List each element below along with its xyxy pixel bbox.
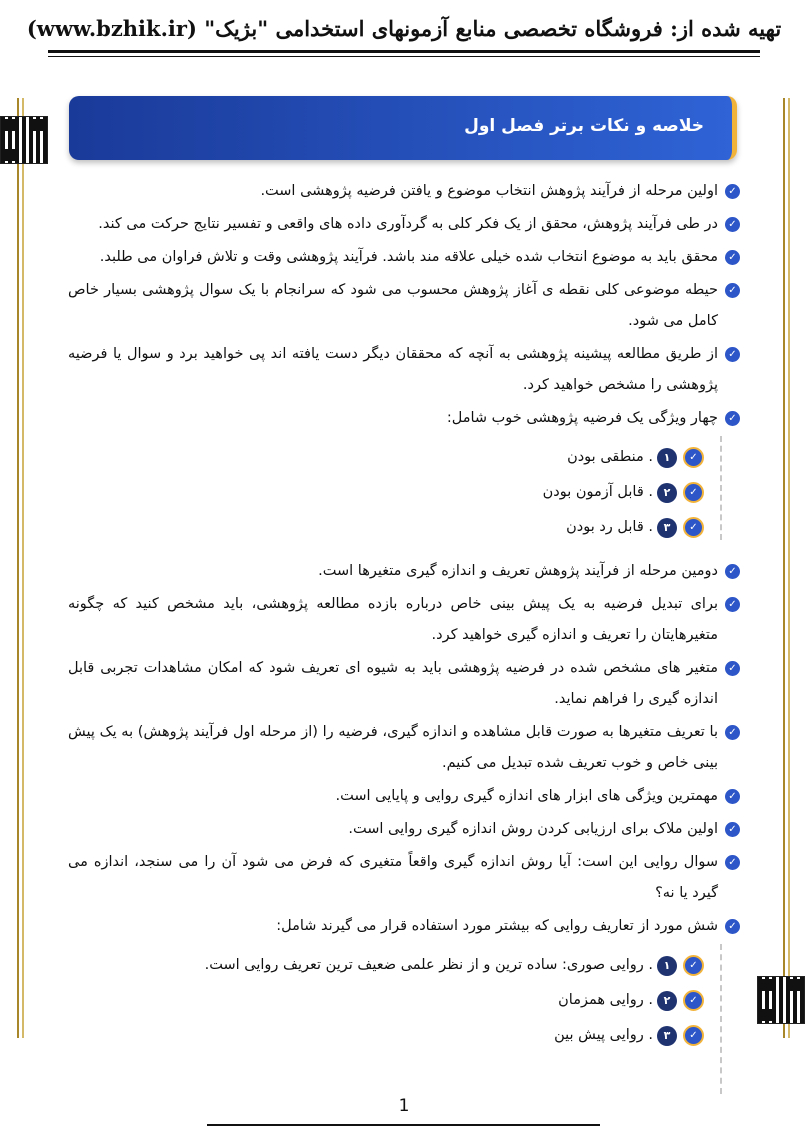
- sublist-item: [68, 948, 704, 983]
- list-item-text: چهار ویژگی یک فرضیه پژوهشی خوب شامل:: [446, 410, 718, 426]
- list-item: [68, 653, 740, 715]
- list-item-text: با تعریف متغیرها به صورت قابل مشاهده و اندازه گیری، فرضیه را (از مرحله اول فرآیند پژوهش) به یک پیش بینی خاص و خوب تعریف شده تبدیل می کنیم.: [68, 724, 718, 771]
- number-badge: ۳: [657, 518, 677, 538]
- check-icon: ✓: [725, 822, 740, 837]
- list-item-text: دومین مرحله از فرآیند پژوهش تعریف و اندازه گیری متغیرها است.: [318, 563, 718, 579]
- check-icon: ✓: [725, 725, 740, 740]
- check-icon: ✓: [683, 1025, 704, 1046]
- list-item-text: اولین ملاک برای ارزیابی کردن روش اندازه گیری روایی است.: [348, 821, 718, 837]
- sublist-item: [68, 475, 704, 510]
- sublist-item-text: . روایی همزمان: [558, 992, 653, 1008]
- check-icon: ✓: [725, 789, 740, 804]
- sublist-item-text: . قابل رد بودن: [566, 519, 653, 535]
- section-banner: [69, 96, 737, 160]
- sublist-item-text: . روایی پیش بین: [554, 1027, 653, 1043]
- check-icon: ✓: [683, 517, 704, 538]
- right-border-line-inner: [788, 98, 790, 1038]
- sublist-hypothesis-features: [68, 436, 704, 556]
- list-item: [68, 589, 740, 651]
- summary-content: [68, 176, 740, 1064]
- list-item: [68, 556, 740, 587]
- page-number: 1: [398, 1096, 410, 1116]
- list-item: [68, 717, 740, 779]
- check-icon: ✓: [683, 482, 704, 503]
- header-rule: [48, 50, 760, 53]
- list-item-text: از طریق مطالعه پیشینه پژوهشی به آنچه که محققان دیگر دست یافته اند پی خواهید برد و سوال یا فرضیه پژوهشی را مشخص خواهید کرد.: [68, 346, 718, 393]
- list-item: [68, 911, 740, 942]
- sublist-rail: [720, 944, 722, 1094]
- list-item: [68, 403, 740, 434]
- list-item-text: مهمترین ویژگی های ابزار های اندازه گیری روایی و پایایی است.: [335, 788, 718, 804]
- page-header-title: تهیه شده از: فروشگاه تخصصی منابع آزمونهای استخدامی "بژیک" (www.bzhik.ir): [26, 16, 782, 41]
- check-icon: ✓: [725, 184, 740, 199]
- number-badge: ۱: [657, 448, 677, 468]
- right-border-line: [783, 98, 785, 1038]
- check-icon: ✓: [683, 447, 704, 468]
- sublist-item: [68, 1018, 704, 1053]
- list-item-text: حیطه موضوعی کلی نقطه ی آغاز پژوهش محسوب می شود که سرانجام با یک سوال پژوهشی بسیار خاص کامل می شود.: [68, 282, 718, 329]
- list-item: [68, 275, 740, 337]
- check-icon: ✓: [725, 661, 740, 676]
- banner-title: خلاصه و نکات برتر فصل اول: [464, 116, 704, 136]
- check-icon: ✓: [725, 217, 740, 232]
- sublist-item-text: . منطقی بودن: [567, 449, 653, 465]
- number-badge: ۳: [657, 1026, 677, 1046]
- left-border-line: [17, 98, 19, 1038]
- check-icon: ✓: [683, 955, 704, 976]
- check-icon: ✓: [725, 347, 740, 362]
- check-icon: ✓: [725, 597, 740, 612]
- list-item-text: اولین مرحله از فرآیند پژوهش انتخاب موضوع و یافتن فرضیه پژوهشی است.: [260, 183, 718, 199]
- list-item: [68, 339, 740, 401]
- sublist-item: [68, 510, 704, 545]
- number-badge: ۱: [657, 956, 677, 976]
- qr-code-right[interactable]: [757, 976, 805, 1024]
- list-item-text: در طی فرآیند پژوهش، محقق از یک فکر کلی به گردآوری داده های واقعی و تفسیر نتایج حرکت می کند.: [98, 216, 718, 232]
- sublist-validity-types: [68, 944, 704, 1064]
- list-item: [68, 781, 740, 812]
- sublist-rail: [720, 436, 722, 540]
- sublist-item-text: . قابل آزمون بودن: [542, 484, 653, 500]
- header-rule-thin: [48, 56, 760, 57]
- number-badge: ۲: [657, 483, 677, 503]
- check-icon: ✓: [725, 250, 740, 265]
- list-item: [68, 814, 740, 845]
- list-item-text: شش مورد از تعاریف روایی که بیشتر مورد استفاده قرار می گیرند شامل:: [276, 918, 718, 934]
- sublist-item-text: . روایی صوری: ساده ترین و از نظر علمی ضعیف ترین تعریف روایی است.: [204, 957, 653, 973]
- sublist-item: [68, 983, 704, 1018]
- list-item: [68, 847, 740, 909]
- check-icon: ✓: [725, 919, 740, 934]
- check-icon: ✓: [683, 990, 704, 1011]
- list-item-text: محقق باید به موضوع انتخاب شده خیلی علاقه مند باشد. فرآیند پژوهشی وقت و تلاش فراوان می طلبد.: [99, 249, 718, 265]
- left-border-line-inner: [22, 98, 24, 1038]
- list-item-text: متغیر های مشخص شده در فرضیه پژوهشی باید به شیوه ای تعریف شود که امکان مشاهدات تجربی قابل اندازه گیری را فراهم نماید.: [68, 660, 718, 707]
- list-item: [68, 242, 740, 273]
- check-icon: ✓: [725, 564, 740, 579]
- sublist-item: [68, 440, 704, 475]
- check-icon: ✓: [725, 855, 740, 870]
- list-item: [68, 176, 740, 207]
- list-item: [68, 209, 740, 240]
- check-icon: ✓: [725, 283, 740, 298]
- check-icon: ✓: [725, 411, 740, 426]
- list-item-text: سوال روایی این است: آیا روش اندازه گیری واقعاً متغیری که فرض می شود آن را می سنجد، اندازه می گیرد یا نه؟: [68, 854, 718, 901]
- footer-rule: [207, 1124, 600, 1126]
- number-badge: ۲: [657, 991, 677, 1011]
- list-item-text: برای تبدیل فرضیه به یک پیش بینی خاص درباره بازده مطالعه پژوهشی، باید مشخص کنید که چگونه متغیرهایتان را تعریف و اندازه گیری خواهید کرد.: [68, 596, 718, 643]
- qr-code-left[interactable]: [0, 116, 48, 164]
